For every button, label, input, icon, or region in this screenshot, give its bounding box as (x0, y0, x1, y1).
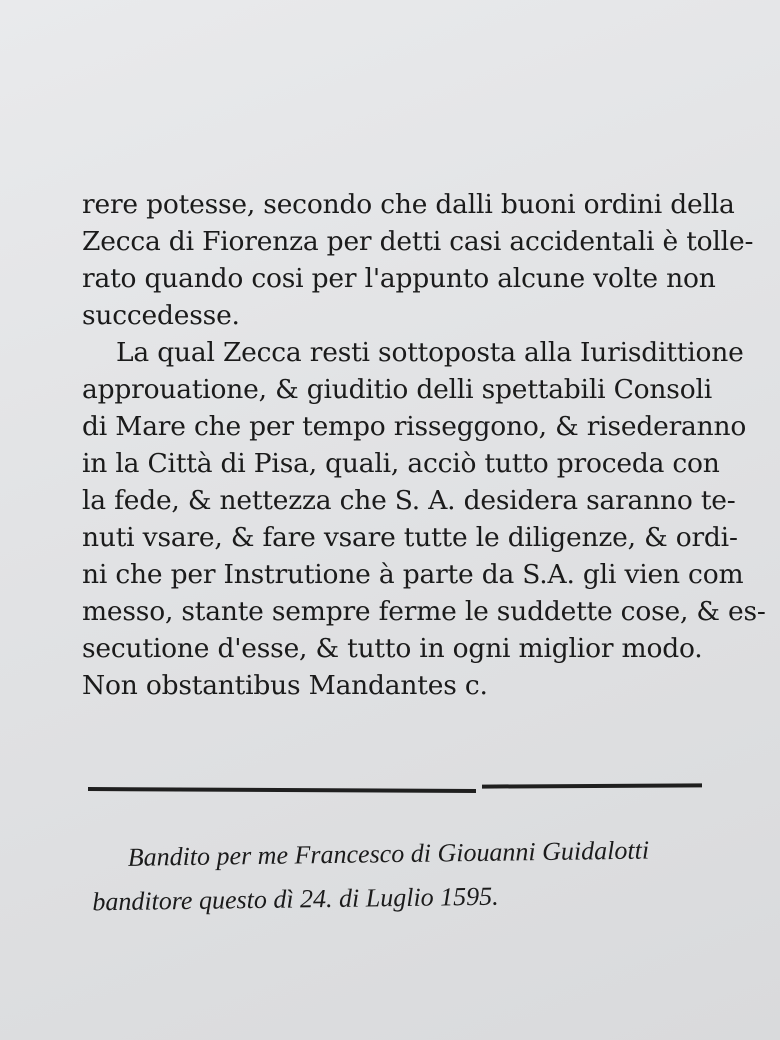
text-line: secutione d'esse, & tutto in ogni miglior modo. (82, 633, 703, 664)
text-line: Non obstantibus Mandantes c. (82, 670, 488, 701)
horizontal-rule-right (482, 783, 702, 788)
horizontal-rule-left (88, 787, 476, 793)
paragraph-start-line: La qual Zecca resti sottoposta alla Iurisdittione (116, 337, 744, 368)
text-line: approuatione, & giuditio delli spettabili Consoli (82, 374, 713, 405)
text-line: rere potesse, secondo che dalli buoni ordini della (82, 189, 735, 220)
colophon-line-1: Bandito per me Francesco di Giouanni Guidalotti (127, 835, 650, 872)
text-line: in la Città di Pisa, quali, acciò tutto proceda con (82, 448, 720, 479)
colophon (91, 828, 712, 925)
text-line: rato quando cosi per l'appunto alcune volte non (82, 263, 716, 294)
text-line: nuti vsare, & fare vsare tutte le diligenze, & ordi- (82, 522, 738, 553)
text-line: la fede, & nettezza che S. A. desidera saranno te- (82, 485, 736, 516)
colophon-line-2: banditore questo dì 24. di Luglio 1595. (92, 881, 499, 917)
text-line: ni che per Instrutione à parte da S.A. gli vien com (82, 559, 744, 590)
text-line: messo, stante sempre ferme le suddette cose, & es- (82, 596, 766, 627)
text-line: Zecca di Fiorenza per detti casi accidentali è tolle- (82, 226, 754, 257)
body-text (82, 186, 766, 704)
text-line: succedesse. (82, 300, 240, 331)
text-line: di Mare che per tempo risseggono, & risederanno (82, 411, 747, 442)
